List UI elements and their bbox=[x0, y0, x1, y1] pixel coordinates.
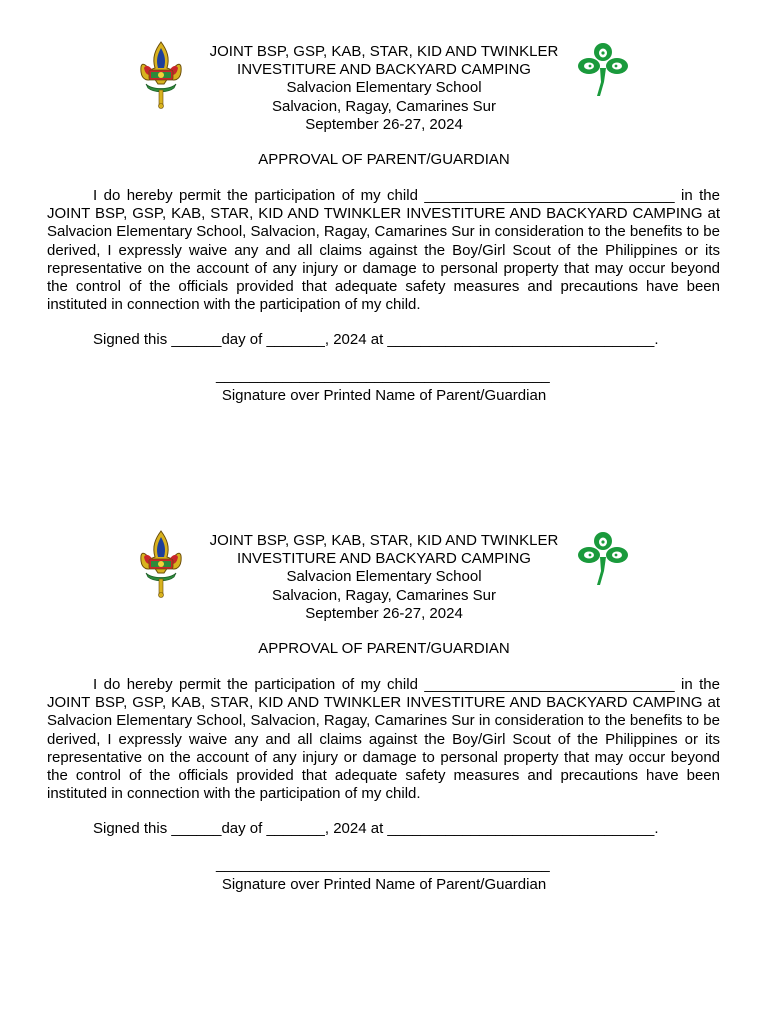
consent-paragraph bbox=[47, 187, 720, 314]
gsp-trefoil-icon bbox=[576, 531, 630, 587]
school-address: Salvacion, Ragay, Camarines Sur bbox=[272, 586, 496, 604]
consent-text: I do hereby permit the participation of my child ______________________________ in the JOINT BSP, GSP, KAB, STAR, KID AND TWINKLER INVESTITURE AND BACKYARD CAMPING at Salvacion Elementary School, Salvacion, Ragay, Camarines Sur in consideration to the benefits to be derived, I expressly waive any and all claims against the Boy/Girl Scout of the Philippines or its representative on the account of any injury or damage to personal property that may occur beyond the control of the officials provided that adequate safety measures and precautions have been instituted in connection with the participation of my child. bbox=[47, 676, 720, 803]
event-title-line-1: JOINT BSP, GSP, KAB, STAR, KID AND TWINKLER bbox=[209, 532, 559, 549]
event-title-line-1: JOINT BSP, GSP, KAB, STAR, KID AND TWINKLER bbox=[209, 43, 559, 60]
consent-paragraph bbox=[47, 676, 720, 803]
event-title-line-2: INVESTITURE AND BACKYARD CAMPING bbox=[237, 61, 531, 79]
signed-date-line: Signed this ______day of _______, 2024 at ________________________________. bbox=[93, 820, 659, 837]
signature-line: ________________________________________ bbox=[216, 367, 550, 384]
gsp-trefoil-icon bbox=[576, 42, 630, 98]
form-header bbox=[0, 532, 768, 623]
school-address: Salvacion, Ragay, Camarines Sur bbox=[272, 97, 496, 115]
consent-form-1 bbox=[0, 0, 768, 440]
event-title-line-2: INVESTITURE AND BACKYARD CAMPING bbox=[237, 550, 531, 568]
signature-caption: Signature over Printed Name of Parent/Guardian bbox=[221, 876, 547, 893]
event-date: September 26-27, 2024 bbox=[305, 604, 463, 622]
school-name: Salvacion Elementary School bbox=[286, 568, 482, 586]
signed-date-line: Signed this ______day of _______, 2024 at ________________________________. bbox=[93, 331, 659, 348]
consent-text: I do hereby permit the participation of my child ______________________________ in the JOINT BSP, GSP, KAB, STAR, KID AND TWINKLER INVESTITURE AND BACKYARD CAMPING at Salvacion Elementary School, Salvacion, Ragay, Camarines Sur in consideration to the benefits to be derived, I expressly waive any and all claims against the Boy/Girl Scout of the Philippines or its representative on the account of any injury or damage to personal property that may occur beyond the control of the officials provided that adequate safety measures and precautions have been instituted in connection with the participation of my child. bbox=[47, 187, 720, 314]
signature-line: ________________________________________ bbox=[216, 856, 550, 873]
consent-form-2 bbox=[0, 489, 768, 929]
form-subject: APPROVAL OF PARENT/GUARDIAN bbox=[258, 640, 510, 657]
form-subject: APPROVAL OF PARENT/GUARDIAN bbox=[258, 151, 510, 168]
form-header bbox=[0, 43, 768, 134]
signature-caption: Signature over Printed Name of Parent/Guardian bbox=[221, 387, 547, 404]
school-name: Salvacion Elementary School bbox=[286, 79, 482, 97]
event-date: September 26-27, 2024 bbox=[305, 115, 463, 133]
